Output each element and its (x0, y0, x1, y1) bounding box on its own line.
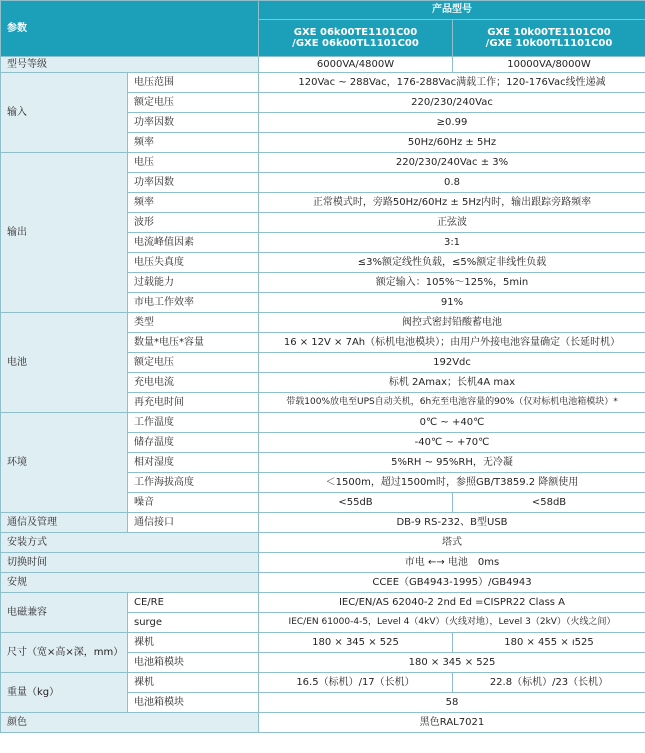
install-value: 塔式 (259, 533, 645, 553)
comm-label: 通信及管理 (1, 513, 128, 533)
model-a-header (259, 20, 453, 57)
model-b-line1: GXE 10k00TE1101C00 (487, 26, 611, 38)
environment-row-name: 储存温度 (128, 433, 259, 453)
noise-b: <58dB (453, 493, 645, 513)
output-row-name: 市电工作效率 (128, 293, 259, 313)
comm-value: DB-9 RS-232、B型USB (259, 513, 645, 533)
output-label: 输出 (1, 153, 128, 313)
battery-row-name: 数量*电压*容量 (128, 333, 259, 353)
color-label: 颜色 (1, 713, 259, 733)
battery-row-value: 标机 2Amax；长机4A max (259, 373, 645, 393)
output-row-name: 波形 (128, 213, 259, 233)
input-row-name: 额定电压 (128, 93, 259, 113)
input-row-name: 频率 (128, 133, 259, 153)
safety-label: 安规 (1, 573, 259, 593)
battery-label: 电池 (1, 313, 128, 413)
environment-row-name: 相对湿度 (128, 453, 259, 473)
dimensions-bare-name: 裸机 (128, 633, 259, 653)
output-row-value: 正常模式时，旁路50Hz/60Hz ± 5Hz内时，输出跟踪旁路频率 (259, 193, 645, 213)
model-b-header (453, 20, 645, 57)
install-label: 安装方式 (1, 533, 259, 553)
emc-row-name: surge (128, 613, 259, 633)
output-row-value: 91% (259, 293, 645, 313)
weight-bare-b: 22.8（标机）/23（长机） (453, 673, 645, 693)
input-row-value: ≥0.99 (259, 113, 645, 133)
dimensions-bare-b: 180 × 455 × ı525 (453, 633, 645, 653)
battery-row-value: 带载100%放电至UPS自动关机，6h充至电池容量的90%（仅对标机电池箱模块）* (259, 393, 645, 413)
weight-bare-a: 16.5（标机）/17（长机） (259, 673, 453, 693)
switch-label: 切换时间 (1, 553, 259, 573)
weight-label: 重量（kg） (1, 673, 128, 713)
output-row-name: 过载能力 (128, 273, 259, 293)
battery-row-value: 192Vdc (259, 353, 645, 373)
weight-box-value: 58 (259, 693, 645, 713)
environment-row-value: 5%RH ~ 95%RH，无冷凝 (259, 453, 645, 473)
comm-name: 通信接口 (128, 513, 259, 533)
input-row-value: 220/230/240Vac (259, 93, 645, 113)
emc-row-value: IEC/EN 61000-4-5，Level 4（4kV）（火线对地），Level 3（2kV）（火线之间） (259, 613, 645, 633)
input-row-name: 电压范围 (128, 73, 259, 93)
safety-value: CCEE（GB4943-1995）/GB4943 (259, 573, 645, 593)
input-row-value: 50Hz/60Hz ± 5Hz (259, 133, 645, 153)
emc-label: 电磁兼容 (1, 593, 128, 633)
param-header: 参数 (1, 1, 259, 57)
switch-value: 市电 ←→ 电池 0ms (259, 553, 645, 573)
rating-b: 10000VA/8000W (453, 57, 645, 73)
model-a-line2: /GXE 06k00TL1101C00 (292, 38, 419, 49)
environment-label: 环境 (1, 413, 128, 513)
battery-row-name: 类型 (128, 313, 259, 333)
battery-row-name: 再充电时间 (128, 393, 259, 413)
dimensions-box-name: 电池箱模块 (128, 653, 259, 673)
battery-row-name: 充电电流 (128, 373, 259, 393)
input-label: 输入 (1, 73, 128, 153)
environment-row-name: 工作海拔高度 (128, 473, 259, 493)
dimensions-box-value: 180 × 345 × 525 (259, 653, 645, 673)
dimensions-bare-a: 180 × 345 × 525 (259, 633, 453, 653)
noise-a: <55dB (259, 493, 453, 513)
output-row-name: 电流峰值因素 (128, 233, 259, 253)
battery-row-name: 额定电压 (128, 353, 259, 373)
output-row-name: 功率因数 (128, 173, 259, 193)
input-row-value: 120Vac ~ 288Vac，176-288Vac满载工作；120-176Vac线性递减 (259, 73, 645, 93)
output-row-name: 电压 (128, 153, 259, 173)
emc-row-value: IEC/EN/AS 62040-2 2nd Ed =CISPR22 Class A (259, 593, 645, 613)
model-a-line1: GXE 06k00TE1101C00 (293, 26, 418, 38)
product-header: 产品型号 (259, 1, 645, 20)
dimensions-label: 尺寸（宽×高×深，mm） (1, 633, 128, 673)
model-b-line2: /GXE 10k00TL1101C00 (485, 38, 613, 49)
input-row-name: 功率因数 (128, 113, 259, 133)
rating-a: 6000VA/4800W (259, 57, 453, 73)
output-row-value: 220/230/240Vac ± 3% (259, 153, 645, 173)
battery-row-value: 16 × 12V × 7Ah（标机电池模块）；由用户外接电池容量确定（长延时机） (259, 333, 645, 353)
emc-row-name: CE/RE (128, 593, 259, 613)
rating-label: 型号等级 (1, 57, 259, 73)
weight-bare-name: 裸机 (128, 673, 259, 693)
output-row-value: 0.8 (259, 173, 645, 193)
output-row-name: 频率 (128, 193, 259, 213)
color-value: 黑色RAL7021 (259, 713, 645, 733)
output-row-value: 3:1 (259, 233, 645, 253)
environment-row-value: -40℃ ~ +70℃ (259, 433, 645, 453)
environment-row-value: 0℃ ~ +40℃ (259, 413, 645, 433)
environment-row-name: 工作温度 (128, 413, 259, 433)
weight-box-name: 电池箱模块 (128, 693, 259, 713)
output-row-value: 正弦波 (259, 213, 645, 233)
output-row-value: ≤3%额定线性负载，≤5%额定非线性负载 (259, 253, 645, 273)
battery-row-value: 阀控式密封铅酸蓄电池 (259, 313, 645, 333)
output-row-name: 电压失真度 (128, 253, 259, 273)
output-row-value: 额定输入：105%～125%，5min (259, 273, 645, 293)
noise-name: 噪音 (128, 493, 259, 513)
environment-row-value: ＜1500m，超过1500m时，参照GB/T3859.2 降额使用 (259, 473, 645, 493)
